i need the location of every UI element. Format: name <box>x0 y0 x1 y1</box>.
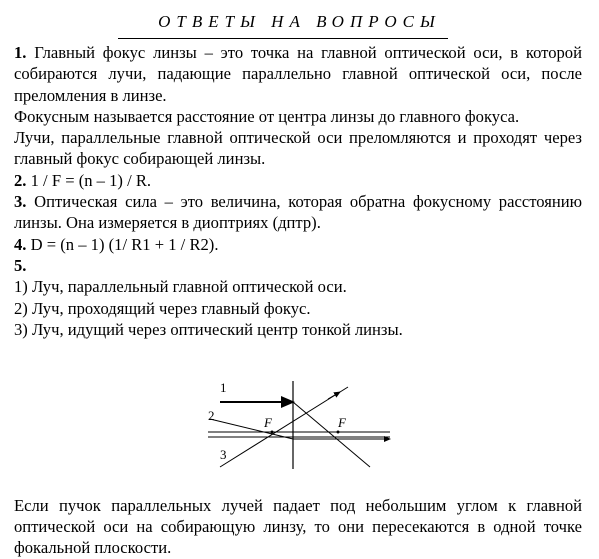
ray-2-label: 2 <box>208 408 215 423</box>
ray-3-label: 3 <box>220 447 227 462</box>
answer-2 <box>14 170 582 191</box>
answer-3 <box>14 191 582 234</box>
answers-text <box>14 42 582 340</box>
focus-right-label: F <box>338 415 346 430</box>
focus-right <box>337 431 340 434</box>
title-underline <box>118 38 448 39</box>
focus-left <box>271 431 274 434</box>
answer-4-number: 4. <box>14 234 27 254</box>
ray-3-arrow <box>328 392 340 399</box>
answer-2-formula: 1 / F = (n – 1) / R. <box>30 170 152 190</box>
answer-3-number: 3. <box>14 192 27 212</box>
answer-5-item-1: 1) Луч, параллельный главной оптической оси. <box>14 277 347 297</box>
answer-1 <box>14 42 582 106</box>
answer-5-item-3: 3) Луч, идущий через оптический центр тонкой линзы. <box>14 319 403 339</box>
answer-1-number: 1. <box>14 43 27 62</box>
section-title: ОТВЕТЫ НА ВОПРОСЫ <box>158 12 441 31</box>
ray-1-label: 1 <box>220 380 227 395</box>
answer-5-number: 5. <box>14 255 27 275</box>
ray-1-refracted <box>293 402 370 467</box>
answer-3-text: Оптическая сила – это величина, которая обратна фокусному расстоянию линзы. Она измеряется в диоптриях (дптр). <box>14 192 582 233</box>
answer-4 <box>14 234 582 255</box>
answer-1-text: Главный фокус линзы – это точка на главной оптической оси, в которой собираются лучи, падающие параллельно главной оптической оси, после преломления в линзе. <box>14 43 582 105</box>
answer-5-item-2: 2) Луч, проходящий через главный фокус. <box>14 298 311 318</box>
answer-2-number: 2. <box>14 170 27 190</box>
lens-ray-diagram <box>198 377 398 473</box>
focus-left-label: F <box>264 415 272 430</box>
answer-1-focal-distance: Фокусным называется расстояние от центра линзы до главного фокуса. <box>14 106 520 126</box>
concluding-paragraph: Если пучок параллельных лучей падает под небольшим углом к главной оптической оси на собирающую линзу, то они пересекаются в одной точке фокальной плоскости. <box>14 495 582 558</box>
answer-1-rays: Лучи, параллельные главной оптической оси преломляются и проходят через главный фокус собирающей линзы. <box>14 128 582 169</box>
answer-5 <box>14 255 582 276</box>
answer-4-formula: D = (n – 1) (1/ R1 + 1 / R2). <box>30 234 219 254</box>
